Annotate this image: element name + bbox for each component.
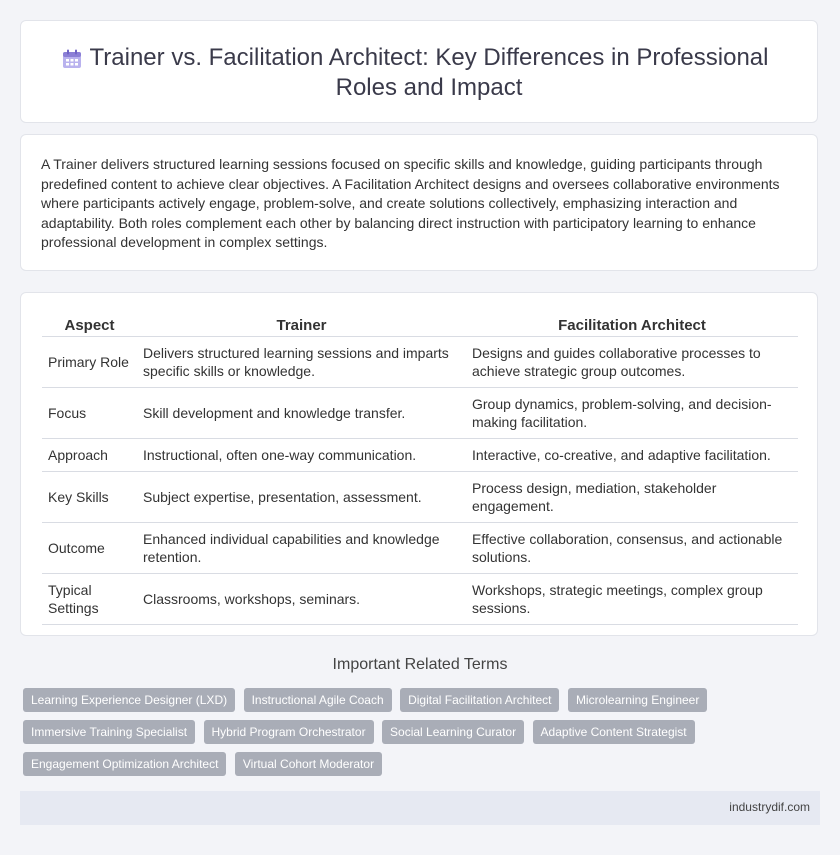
comparison-card [20,292,818,636]
architect-cell: Process design, mediation, stakeholder engagement. [466,472,798,523]
related-term-tag[interactable]: Instructional Agile Coach [244,688,392,712]
header-trainer: Trainer [137,309,466,337]
architect-cell: Interactive, co-creative, and adaptive facilitation. [466,439,798,472]
table-row [42,472,798,523]
trainer-cell: Delivers structured learning sessions and imparts specific skills or knowledge. [137,337,466,388]
related-terms-list [23,688,803,784]
trainer-cell: Instructional, often one-way communication. [137,439,466,472]
intro-card [20,134,818,271]
header-facilitation-architect: Facilitation Architect [466,309,798,337]
table-row [42,574,798,625]
footer-site-name[interactable]: industrydif.com [729,800,810,814]
architect-cell: Group dynamics, problem-solving, and decision-making facilitation. [466,388,798,439]
related-term-tag[interactable]: Microlearning Engineer [568,688,707,712]
page-title: Trainer vs. Facilitation Architect: Key Differences in Professional Roles and Impact [89,44,769,101]
related-term-tag[interactable]: Immersive Training Specialist [23,720,195,744]
aspect-cell: Primary Role [42,337,137,388]
architect-cell: Workshops, strategic meetings, complex group sessions. [466,574,798,625]
trainer-cell: Classrooms, workshops, seminars. [137,574,466,625]
related-term-tag[interactable]: Virtual Cohort Moderator [235,752,382,776]
trainer-cell: Skill development and knowledge transfer. [137,388,466,439]
table-row [42,337,798,388]
aspect-cell: Focus [42,388,137,439]
header-aspect: Aspect [42,309,137,337]
trainer-cell: Subject expertise, presentation, assessment. [137,472,466,523]
aspect-cell: Typical Settings [42,574,137,625]
table-row [42,523,798,574]
related-term-tag[interactable]: Digital Facilitation Architect [400,688,559,712]
table-header-row [42,309,798,337]
architect-cell: Designs and guides collaborative processes to achieve strategic group outcomes. [466,337,798,388]
aspect-cell: Outcome [42,523,137,574]
table-row [42,388,798,439]
related-term-tag[interactable]: Learning Experience Designer (LXD) [23,688,235,712]
title-card [20,20,818,123]
related-term-tag[interactable]: Hybrid Program Orchestrator [204,720,374,744]
related-term-tag[interactable]: Engagement Optimization Architect [23,752,226,776]
architect-cell: Effective collaboration, consensus, and actionable solutions. [466,523,798,574]
trainer-cell: Enhanced individual capabilities and knowledge retention. [137,523,466,574]
aspect-cell: Approach [42,439,137,472]
footer [20,791,820,825]
aspect-cell: Key Skills [42,472,137,523]
related-term-tag[interactable]: Adaptive Content Strategist [533,720,695,744]
related-terms-title: Important Related Terms [332,656,508,673]
intro-paragraph: A Trainer delivers structured learning sessions focused on specific skills and knowledge, guiding participants through predefined content to achieve clear objectives. A Facilitation Architect designs and oversees collaborative environments where participants actively engage, problem-solve, and create solutions collectively, emphasizing interaction and adaptability. Both roles complement each other by balancing direct instruction with participatory learning to enhance professional development in complex settings. [41,156,780,250]
related-term-tag[interactable]: Social Learning Curator [382,720,524,744]
table-row [42,439,798,472]
comparison-table [42,309,798,625]
